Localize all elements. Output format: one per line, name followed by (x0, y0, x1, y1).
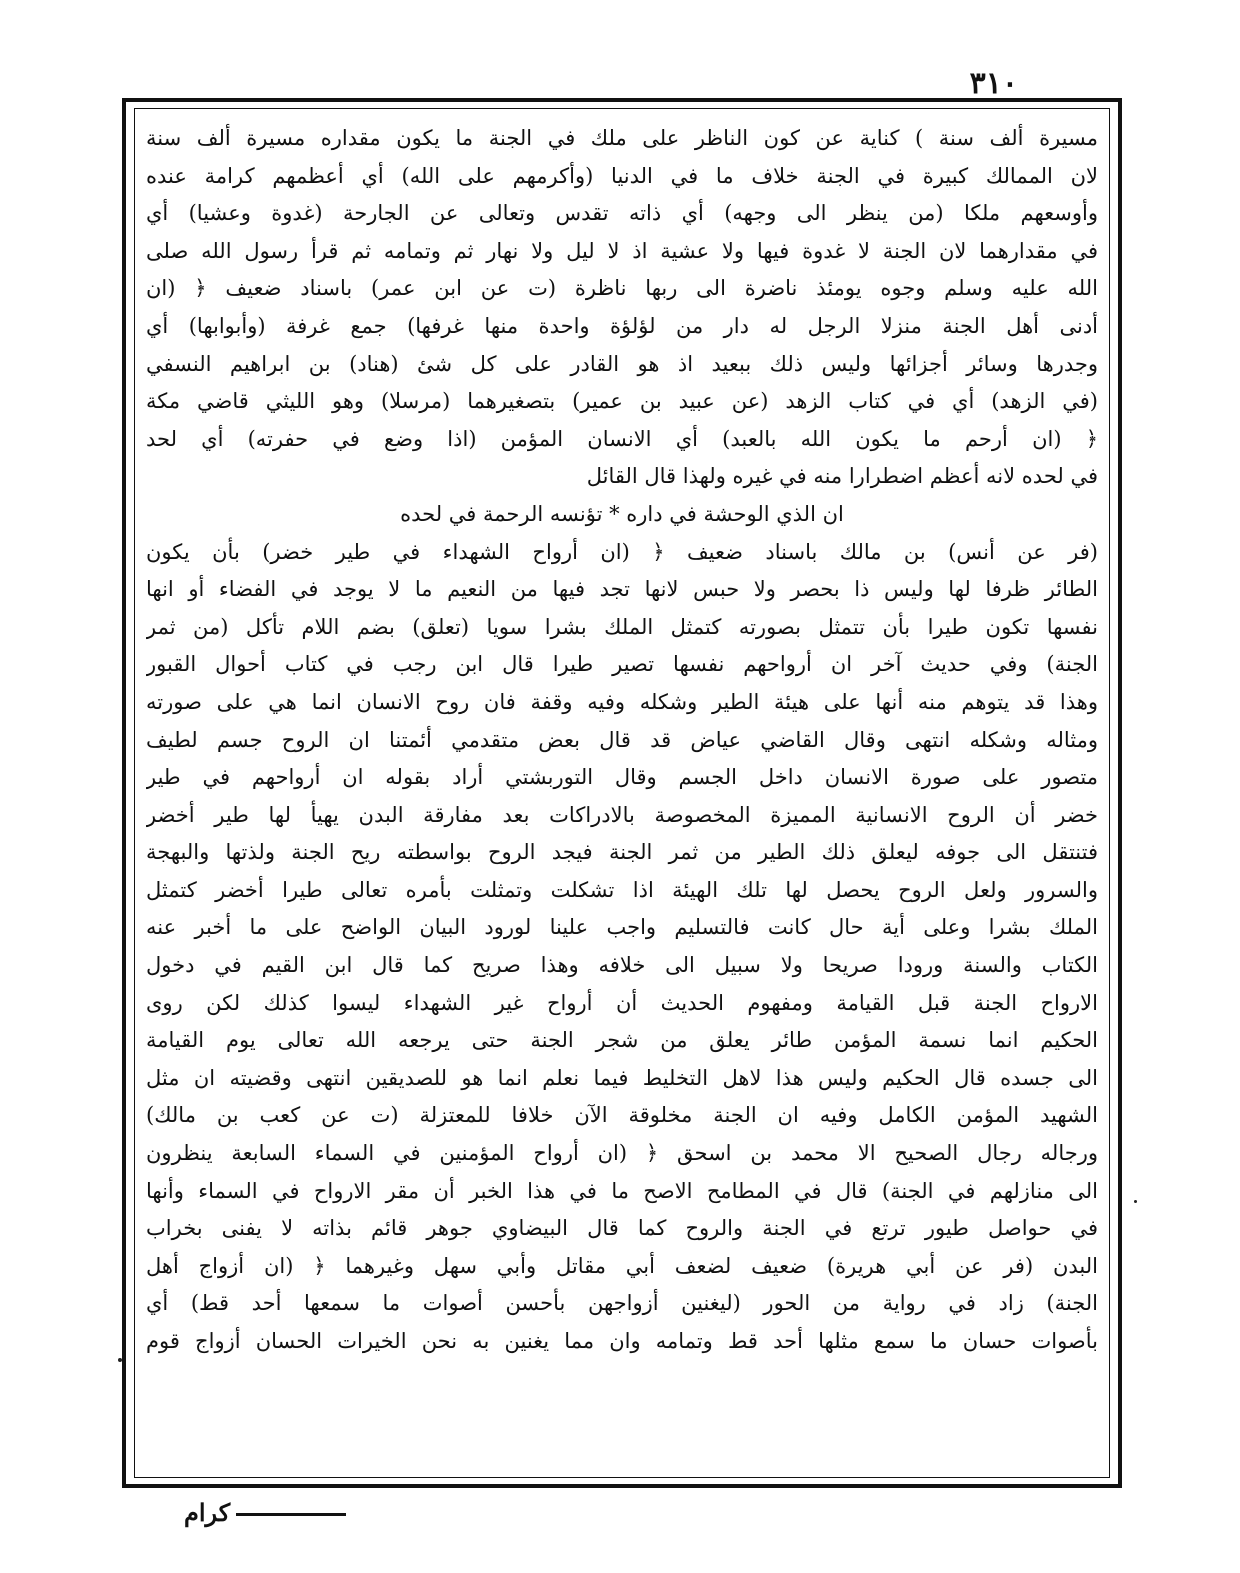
scan-speck (1134, 1200, 1137, 1203)
text-line: في لحده لانه أعظم اضطرارا منه في غيره ولهذا قال القائل (586, 464, 1098, 489)
text-line: ومثاله وشكله انتهى وقال القاضي عياض قد قال بعض متقدمي أئمتنا ان الروح جسم لطيف (146, 727, 1098, 752)
text-line (146, 1361, 1098, 1399)
text-line: خضر أن الروح الانسانية المميزة المخصوصة بالادراكات بعد مفارقة البدن يهيأ لها طير أخضر (146, 802, 1098, 827)
text-line: الارواح الجنة قبل القيامة ومفهوم الحديث أن أرواح غير الشهداء ليسوا كذلك لكن روى (146, 990, 1098, 1015)
text-line: متصور على صورة الانسان داخل الجسم وقال التوربشتي أراد بقوله ان أرواحهم في طير (146, 765, 1098, 790)
text-line: مسيرة ألف سنة ) كناية عن كون الناظر على ملك في الجنة ما يكون مقداره مسيرة ألف سنة (146, 126, 1098, 150)
verse-line: ان الذي الوحشة في داره * تؤنسه الرحمة في لحده (400, 501, 844, 526)
text-line: الجنة) وفي حديث آخر ان أرواحهم نفسها تصير طيرا قال ابن رجب في كتاب أحوال القبور (146, 652, 1098, 677)
text-line: في حواصل طيور ترتع في الجنة والروح كما قال البيضاوي جوهر قائم بذاته لا يفنى بخراب (146, 1216, 1098, 1241)
catchword: كرام (184, 1498, 346, 1527)
text-line: والسرور ولعل الروح يحصل لها تلك الهيئة اذا تشكلت وتمثلت بأمره تعالى طيرا أخضر كتمثل (146, 877, 1098, 902)
text-line: فتنتقل الى جوفه ليعلق ذلك الطير من ثمر الجنة فيجد الروح بواسطته ريح الجنة ولذتها والبهجة (146, 840, 1098, 865)
text-line: الكتاب والسنة ورودا صريحا ولا سبيل الى خلافه وهذا صريح كما قال ابن القيم في دخول (146, 953, 1098, 978)
text-line: البدن (فر عن أبي هريرة) ضعيف لضعف أبي مقاتل وأبي سهل وغيرهما ﴿ (ان أزواج أهل (146, 1253, 1098, 1278)
text-line: في مقدارهما لان الجنة لا غدوة فيها ولا عشية اذ لا ليل ولا نهار ثم وتمامه ثم قرأ رسول الله صلى (146, 238, 1098, 263)
main-text (146, 120, 1098, 1478)
text-line: الى منازلهم في الجنة) قال في المطامح الاصح ما في هذا الخبر أن مقر الارواح في السماء وأنها (146, 1178, 1098, 1203)
text-line (146, 1398, 1098, 1436)
page-number: ٣١٠ (969, 66, 1018, 101)
text-line: وأوسعهم ملكا (من ينظر الى وجهه) أي ذاته تقدس وتعالى عن الجارحة (غدوة وعشيا) أي (146, 201, 1098, 226)
text-line: الطائر ظرفا لها وليس ذا بحصر ولا حبس لانها تجد فيها من النعيم ما لا يوجد في الفضاء أو انها (146, 577, 1098, 602)
text-line: الى جسده قال الحكيم وليس هذا لاهل التخليط فيما نعلم انما هو للصديقين انتهى وقضيته ان مثل (146, 1065, 1098, 1090)
text-line: بأصوات حسان ما سمع مثلها أحد قط وتمامه وان مما يغنين به نحن الخيرات الحسان أزواج قوم (146, 1329, 1098, 1353)
text-line: (فر عن أنس) بن مالك باسناد ضعيف ﴿ (ان أرواح الشهداء في طير خضر) بأن يكون (146, 539, 1098, 564)
text-line: الملك بشرا وعلى أية حال كانت فالتسليم واجب علينا لورود البيان الواضح على ما أخبر عنه (146, 915, 1098, 940)
text-line: الله عليه وسلم وجوه يومئذ ناضرة الى ربها ناظرة (ت عن ابن عمر) باسناد ضعيف ﴿ (ان (146, 276, 1098, 301)
text-line: لان الممالك كبيرة في الجنة خلاف ما في الدنيا (وأكرمهم على الله) أي أعظمهم كرامة عنده (146, 163, 1098, 188)
text-line: نفسها تكون طيرا بأن تتمثل بصورته كتمثل الملك بشرا سويا (تعلق) بضم اللام تأكل (من ثمر (146, 614, 1098, 639)
text-line: الجنة) زاد في رواية من الحور (ليغنين أزواجهن بأحسن أصوات ما سمعها أحد قط) أي (146, 1291, 1098, 1316)
text-line: ورجاله رجال الصحيح الا محمد بن اسحق ﴿ (ان أرواح المؤمنين في السماء السابعة ينظرون (146, 1141, 1098, 1166)
text-line: الشهيد المؤمن الكامل وفيه ان الجنة مخلوقة الآن خلافا للمعتزلة (ت عن كعب بن مالك) (146, 1103, 1098, 1128)
text-line: الحكيم انما نسمة المؤمن طائر يعلق من شجر الجنة حتى يرجعه الله تعالى يوم القيامة (146, 1028, 1098, 1053)
text-line: وهذا قد يتوهم منه أنها على هيئة الطير وشكله وفيه وقفة فان روح الانسان انما هي على صورته (146, 689, 1098, 714)
text-line: (في الزهد) أي في كتاب الزهد (عن عبيد بن عمير) بتصغيرهما (مرسلا) وهو الليثي قاضي مكة (146, 389, 1098, 414)
text-line: ﴿ (ان أرحم ما يكون الله بالعبد) أي الانسان المؤمن (اذا وضع في حفرته) أي لحد (146, 426, 1098, 451)
text-line: وجدرها وسائر أجزائها وليس ذلك ببعيد اذ هو القادر على كل شئ (هناد) بن ابراهيم النسفي (146, 351, 1098, 376)
scan-speck (118, 1358, 122, 1362)
text-line: أدنى أهل الجنة منزلا الرجل له دار من لؤلؤة واحدة منها غرفها) جمع غرفة (وأبوابها) أي (146, 313, 1098, 338)
